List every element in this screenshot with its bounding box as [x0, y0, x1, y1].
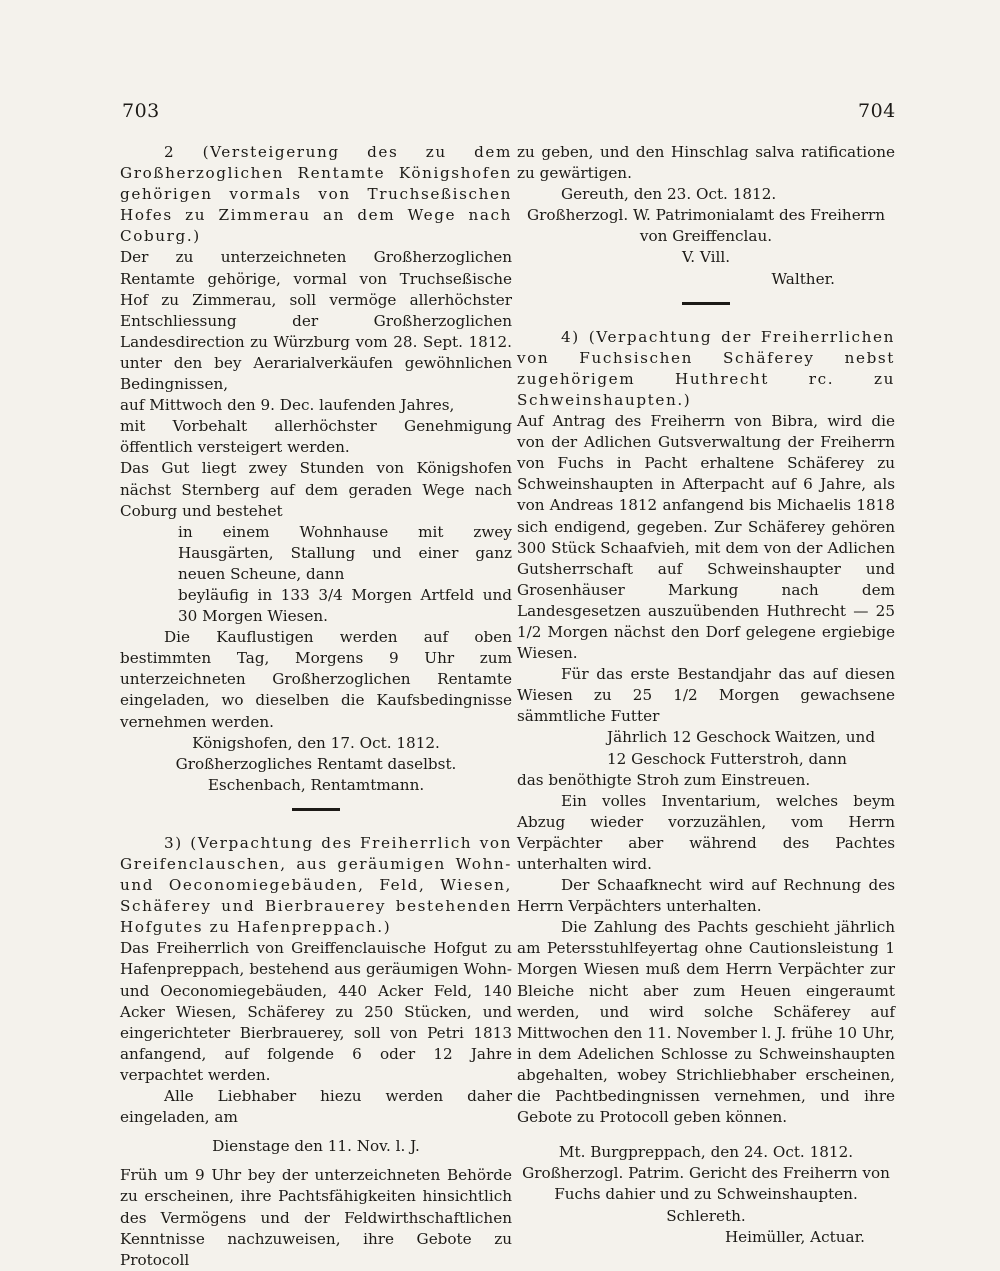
notice-3-heading: 3) (Verpachtung des Freiherrlich von Greifenclauschen, aus geräumigen Wohn- und Oeconomiegebäuden, Feld, Wiesen, Schäferey und Bierbrauerey bestehenden Hofgutes zu Hafenpreppach.) — [120, 833, 512, 937]
notice-4-shepherd: Der Schaafknecht wird auf Rechnung des Herrn Verpächters unterhalten. — [517, 876, 895, 916]
notice-2-date-line: auf Mittwoch den 9. Dec. laufenden Jahres, — [120, 396, 455, 415]
notice-4-straw: das benöthigte Stroh zum Einstreuen. — [517, 770, 811, 789]
notice-3-signature: Walther. — [771, 269, 835, 288]
notice-3-initials: V. Vill. — [681, 248, 731, 267]
notice-2-item-1: in einem Wohnhause mit zwey Hausgärten, Stallung und einer ganz neuen Scheune, dann — [178, 522, 512, 583]
notice-3-date-line: Dienstage den 11. Nov. l. J. — [212, 1137, 420, 1156]
notice-2-body: Der zu unterzeichneten Großherzoglichen Rentamte gehörige, vormal von Truchseßische Hof zu Zimmerau, soll vermöge allerhöchster Entschliessung der Großherzoglichen Landesdirection zu Würzburg vom 28. Sept. 1812. unter den bey Aerarialverkäufen gewöhnlichen Bedingnissen, — [120, 248, 512, 394]
notice-4-signature-1: Schlereth. — [666, 1206, 746, 1225]
notice-2-office: Großherzogliches Rentamt daselbst. — [175, 754, 457, 773]
page-number-left: 703 — [122, 100, 160, 122]
notice-3-body: Das Freiherrlich von Greiffenclauische Hofgut zu Hafenpreppach, bestehend aus geräumigen Wohn- und Oeconomiegebäuden, 440 Acker Feld, 140 Acker Wiesen, Schäferey zu 250 Stücken, und eingerichteter Bierbrauerey, soll von Petri 1813 anfangend, auf folgende 6 oder 12 Jahre verpachtet werden. — [120, 939, 512, 1084]
page-number-right: 704 — [858, 100, 896, 122]
notice-4-fodder: Für das erste Bestandjahr das auf diesen Wiesen zu 25 1/2 Morgen gewachsene sämmtliche Futter — [517, 665, 895, 726]
notice-2-body-2: mit Vorbehalt allerhöchster Genehmigung öffentlich versteigert werden. — [120, 417, 512, 457]
notice-2-heading: 2 (Versteigerung des zu dem Großherzoglichen Rentamte Königshofen gehörigen vormals von Truchseßischen Hofes zu Zimmerau an dem Wege nach Coburg.) — [120, 143, 512, 246]
notice-4-payment: Die Zahlung des Pachts geschieht jährlich am Petersstuhlfeyertag ohne Cautionsleistung 1 Morgen Wiesen muß dem Herrn Verpächter zur Bleiche nicht aber zum Heuen eingeraumt werden, und wird solche Schäferey auf Mittwochen den 11. November l. J. frühe 10 Uhr, in dem Adelichen Schlosse zu Schweinshaupten abgehalten, wobey Strichliebhaber erscheinen, die Pachtbedingnissen vernehmen, und ihre Gebote zu Protocoll geben können. — [517, 918, 895, 1127]
notice-3-place-date: Gereuth, den 23. Oct. 1812. — [561, 185, 777, 204]
notice-2-item-2: beyläufig in 133 3/4 Morgen Artfeld und 30 Morgen Wiesen. — [178, 585, 512, 626]
notice-4-item-2: 12 Geschock Futterstroh, dann — [607, 749, 847, 768]
notice-4-heading: 4) (Verpachtung der Freiherrlichen von Fuchsischen Schäferey nebst zugehörigem Huthrecht rc. zu Schweinshaupten.) — [517, 327, 895, 409]
left-column — [120, 142, 512, 1271]
notice-4-inventory: Ein volles Inventarium, welches beym Abzug wieder vorzuzählen, vom Herrn Verpächter aber während des Pachtes unterhalten wird. — [517, 791, 895, 873]
notice-3-office: Großherzogl. W. Patrimonialamt des Freiherrn von Greiffenclau. — [526, 206, 886, 246]
separator-rule — [682, 302, 730, 305]
separator-rule — [292, 808, 340, 811]
notice-4-body: Auf Antrag des Freiherrn von Bibra, wird die von der Adlichen Gutsverwaltung der Freiherrn von Fuchs in Pacht erhaltene Schäferey zu Schweinshaupten in Afterpacht auf 6 Jahre, als von Andreas 1812 anfangend bis Michaelis 1818 sich endigend, gegeben. Zur Schäferey gehören 300 Stück Schaafvieh, mit dem von der Adlichen Gutsherrschaft auf Schweinshaupter und Grosenhäuser Markung nach dem Landesgesetzen auszuübenden Huthrecht — 25 1/2 Morgen nächst den Dorf gelegene ergiebige Wiesen. — [517, 412, 895, 663]
notice-4-office: Großherzogl. Patrim. Gericht des Freiherrn von Fuchs dahier und zu Schweinshaupten. — [522, 1164, 890, 1204]
notice-4-item-1: Jährlich 12 Geschock Waitzen, und — [607, 728, 876, 747]
notice-3-body-2: Früh um 9 Uhr bey der unterzeichneten Behörde zu erscheinen, ihre Pachtsfähigkeiten hinsichtlich des Vermögens und der Feldwirthschaftlichen Kenntnisse nachzuweisen, ihre Gebote zu Protocoll — [120, 1166, 512, 1269]
notice-2-location: Das Gut liegt zwey Stunden von Königshofen nächst Sternberg auf dem geraden Wege nach Coburg und bestehet — [120, 459, 512, 520]
notice-3-invite: Alle Liebhaber hiezu werden daher eingeladen, am — [120, 1087, 512, 1127]
right-column — [517, 142, 895, 1248]
notice-2-place-date: Königshofen, den 17. Oct. 1812. — [192, 733, 440, 752]
notice-4-signature-2: Heimüller, Actuar. — [724, 1227, 865, 1246]
notice-2-signature: Eschenbach, Rentamtmann. — [207, 775, 425, 794]
notice-3-continued: zu geben, und den Hinschlag salva ratificatione zu gewärtigen. — [517, 143, 895, 183]
notice-2-invite: Die Kauflustigen werden auf oben bestimmten Tag, Morgens 9 Uhr zum unterzeichneten Großherzoglichen Rentamte eingeladen, wo dieselben die Kaufsbedingnisse vernehmen werden. — [120, 628, 512, 731]
notice-4-place-date: Mt. Burgpreppach, den 24. Oct. 1812. — [558, 1143, 854, 1162]
